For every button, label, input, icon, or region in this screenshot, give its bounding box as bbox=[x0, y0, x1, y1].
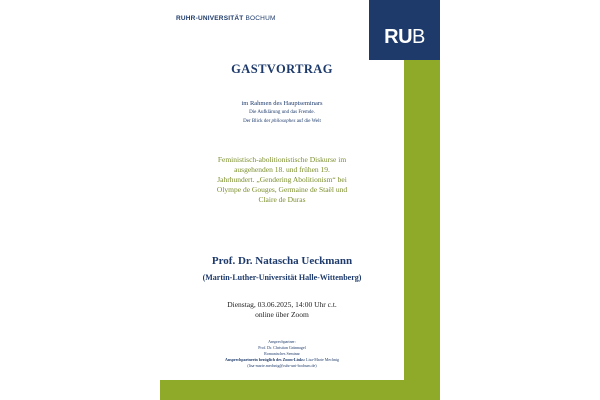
zoom-contact-person: Lisa-Marie Mechnig bbox=[305, 357, 340, 362]
university-wordmark bbox=[176, 15, 276, 22]
green-accent-bar-right bbox=[404, 60, 440, 400]
contact-block bbox=[160, 339, 404, 369]
seminar-subtitle-b: auf die Welt bbox=[295, 119, 321, 124]
speaker-name: Prof. Dr. Natascha Ueckmann bbox=[211, 255, 353, 267]
seminar-title: Die Aufklärung und das Fremde. bbox=[249, 110, 315, 115]
rub-logo-thin: B bbox=[412, 26, 425, 48]
wordmark-suffix: BOCHUM bbox=[243, 15, 276, 22]
rub-logo-text bbox=[369, 26, 440, 49]
topic-line: Claire de Duras bbox=[258, 195, 306, 204]
seminar-subtitle-a: Der Blick der bbox=[243, 119, 272, 124]
poster-title: GASTVORTRAG bbox=[231, 62, 333, 76]
rub-logo-bold: RU bbox=[384, 26, 413, 48]
contact-department: Romanisches Seminar bbox=[264, 351, 300, 356]
contact-label: Ansprechpartner: bbox=[268, 339, 296, 344]
event-location: online über Zoom bbox=[255, 310, 309, 319]
event-date: Dienstag, 03.06.2025, 14:00 Uhr c.t. bbox=[227, 300, 337, 309]
contact-person: Prof. Dr. Christian Grünnagel bbox=[258, 345, 306, 350]
topic-line: ausgehenden 18. und frühen 19. bbox=[234, 165, 330, 174]
topic-line: Feministisch-abolitionistische Diskurse im bbox=[217, 155, 347, 164]
lecture-topic bbox=[160, 155, 404, 205]
rub-logo bbox=[369, 0, 440, 60]
topic-line: Olympe de Gouges, Germaine de Staël und bbox=[216, 185, 348, 194]
green-accent-bar-bottom bbox=[160, 380, 440, 400]
contact-email[interactable]: (lisa-marie.mechnig@ruhr-uni-bochum.de) bbox=[247, 363, 317, 368]
seminar-subtitle-em: philosophes bbox=[271, 119, 296, 124]
seminar-subtitle bbox=[160, 119, 404, 124]
topic-line: Jahrhundert. „Gendering Abolitionism“ bei bbox=[217, 175, 347, 184]
speaker-affiliation: (Martin-Luther-Universität Halle-Wittenberg) bbox=[202, 273, 362, 282]
zoom-contact-label: Ansprechpartnerin bezüglich des Zoom-Links: bbox=[224, 357, 306, 362]
seminar-context: im Rahmen des Hauptseminars bbox=[241, 100, 323, 107]
wordmark-prefix: RUHR-UNIVERSITÄT bbox=[176, 15, 244, 22]
